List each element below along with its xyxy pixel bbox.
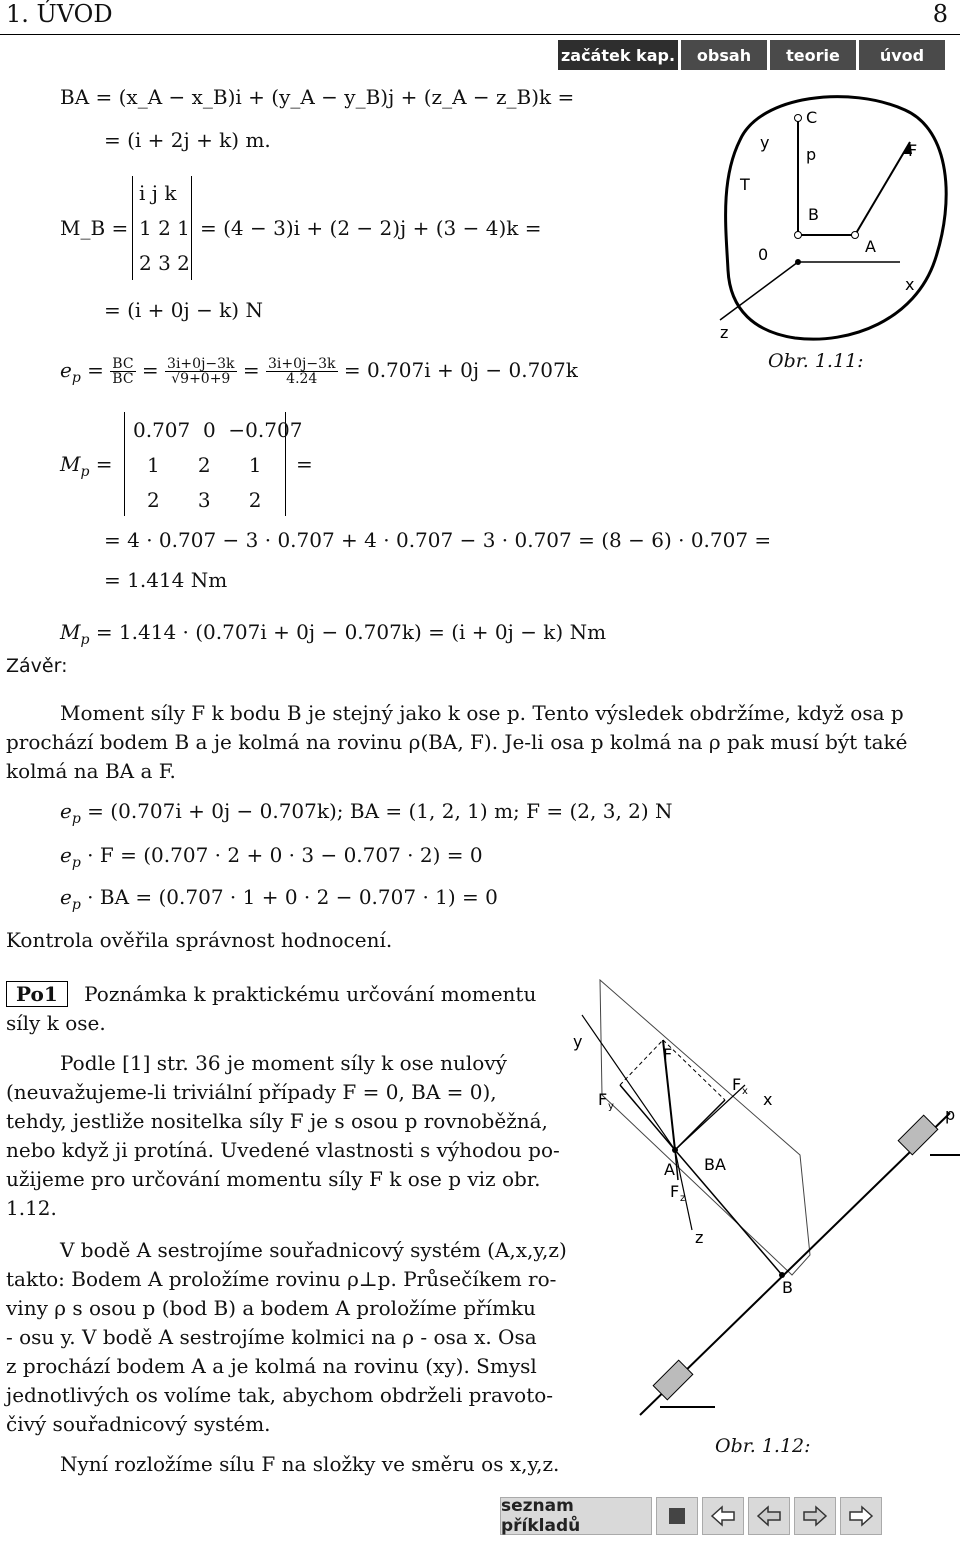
note-line: z prochází bodem A a je kolmá na rovinu (xy). Smysl: [6, 1354, 537, 1378]
fig111-label-p: p: [806, 145, 817, 164]
note-line: tehdy, jestliže nositelka síly F je s osou p rovnoběžná,: [6, 1109, 548, 1133]
examples-list-button[interactable]: seznam příkladů: [500, 1497, 652, 1535]
fig112-label-fy: F: [598, 1090, 608, 1109]
header-rule: [0, 34, 960, 35]
det-row: 1 2 1: [139, 216, 190, 240]
note-line: 1.12.: [6, 1196, 57, 1220]
fig112-y-axis: [582, 1015, 675, 1150]
construction-line: [663, 1040, 725, 1100]
line-ab: [675, 1150, 782, 1275]
forward-arrow-icon: [848, 1505, 874, 1527]
forward-icon[interactable]: [840, 1497, 882, 1535]
fig112-label-ba: BA: [704, 1155, 726, 1174]
chapter-start-button[interactable]: začátek kap.: [558, 40, 678, 70]
origin-point: [795, 259, 801, 265]
note-line: takto: Bodem A proložíme rovinu ρ⊥p. Průsečíkem ro-: [6, 1267, 557, 1291]
note-line: Podle [1] str. 36 je moment síly k ose nulový: [60, 1051, 507, 1075]
bottom-nav: [500, 1497, 882, 1535]
fig112-label-y: y: [573, 1032, 583, 1051]
ba-line2: = (i + 2j + k) m.: [104, 128, 271, 152]
note-line: jednotlivých os volíme tak, abychom obdrželi pravoto-: [6, 1383, 554, 1407]
note-line: nebo když ji protíná. Uvedené vlastnosti s výhodou po-: [6, 1138, 560, 1162]
fig112-label-x: x: [763, 1090, 773, 1109]
figure-1-11: [700, 80, 958, 350]
plane-rho: [600, 980, 810, 1275]
mp-determinant: [124, 412, 303, 516]
force-fy: [620, 1085, 675, 1150]
fig111-label-c: C: [806, 108, 818, 127]
fig112-sub-z: z: [680, 1193, 686, 1204]
force-vector: [855, 142, 910, 235]
note-line: (neuvažujeme-li triviální případy F = 0, BA = 0),: [6, 1080, 497, 1104]
point-b: [795, 232, 802, 239]
det-row: 1 2 1: [147, 453, 262, 477]
note-line: - osu y. V bodě A sestrojíme kolmici na ρ - osa x. Osa: [6, 1325, 537, 1349]
figure-1-12: [560, 975, 960, 1445]
fig112-label-f: F: [663, 1045, 673, 1064]
body-outline: [726, 97, 947, 340]
fig112-label-p: p: [945, 1105, 956, 1124]
conclusion-line: Moment síly F k bodu B je stejný jako k ose p. Tento výsledek obdržíme, když osa p: [60, 701, 904, 725]
note-title: Poznámka k praktickému určování momentu: [84, 982, 537, 1006]
fig111-caption: Obr. 1.11:: [768, 350, 864, 372]
det-row: 0.707 0 −0.707: [133, 418, 303, 442]
page-number: 8: [932, 0, 948, 28]
back-arrow-icon: [710, 1505, 736, 1527]
check-text: Kontrola ověřila správnost hodnocení.: [6, 928, 393, 952]
point-a: [852, 232, 859, 239]
theory-button[interactable]: teorie: [770, 40, 856, 70]
mb-rhs: = (4 − 3)i + (2 − 2)j + (3 − 4)k =: [200, 216, 542, 240]
ba-line1: BA = (x_A − x_B)i + (y_A − y_B)j + (z_A − z_B)k =: [60, 85, 575, 109]
note-title-cont: síly k ose.: [6, 1011, 106, 1035]
mp-line2: = 1.414 Nm: [104, 568, 228, 592]
fig111-label-a: A: [865, 237, 876, 256]
fig112-label-z: z: [695, 1228, 704, 1247]
fig112-label-fx: F: [732, 1075, 742, 1094]
conclusion-eq1: $e_p = (0.707i + 0j - 0.707k)$; BA = (1, 2, 1) m; F = (2, 3, 2) N: [60, 799, 673, 827]
left-arrow-icon: [756, 1505, 782, 1527]
force-fx: [675, 1100, 725, 1150]
conclusion-line: prochází bodem B a je kolmá na rovinu ρ(BA, F). Je-li osa p kolmá na ρ pak musí být také: [6, 730, 908, 754]
mb-lhs: M_B =: [60, 216, 129, 240]
stop-icon-shape: [669, 1508, 685, 1524]
fig112-sub-y: y: [608, 1101, 614, 1112]
stop-icon[interactable]: [656, 1497, 698, 1535]
ep-label: $e_p$ = $\frac{BC}{BC}$ = $\frac{3i+0j-3k}{√9+0+9}$ = $\frac{3i+0j-3k}{4.24}$ = 0.707i + 0j − 0.707k: [60, 356, 578, 387]
note-line: viny ρ s osou p (bod B) a bodem A proložíme přímku: [6, 1296, 536, 1320]
mp-vector-value: = 1.414 · (0.707i + 0j − 0.707k) = (i + 0j − k) Nm: [95, 620, 607, 644]
intro-button[interactable]: úvod: [859, 40, 945, 70]
top-nav: [558, 40, 945, 70]
section-title: 1. ÚVOD: [6, 0, 113, 28]
det-row: 2 3 2: [147, 488, 262, 512]
bearing-bottom: [653, 1360, 715, 1407]
fig111-label-t: T: [740, 175, 750, 194]
mp-vector: $M_p = 1.414 \cdot (0.707i + 0j - 0.707k) = (i + 0j - k)$ Nm: [60, 620, 607, 648]
conclusion-line: kolmá na BA a F.: [6, 759, 176, 783]
back-icon[interactable]: [702, 1497, 744, 1535]
eq3-value: BA = (0.707 · 1 + 0 · 2 − 0.707 · 1) = 0: [99, 885, 498, 909]
fig112-caption: Obr. 1.12:: [715, 1435, 811, 1457]
note-line: V bodě A sestrojíme souřadnicový systém (A,x,y,z): [60, 1238, 567, 1262]
fig112-label-a: A: [664, 1160, 675, 1179]
mb-determinant: [132, 176, 192, 280]
fig111-label-f: F: [908, 141, 918, 160]
prev-icon[interactable]: [748, 1497, 790, 1535]
right-arrow-icon: [802, 1505, 828, 1527]
next-icon[interactable]: [794, 1497, 836, 1535]
point-c: [795, 115, 802, 122]
contents-button[interactable]: obsah: [681, 40, 767, 70]
det-row: 2 3 2: [139, 251, 190, 275]
mb-result: = (i + 0j − k) N: [104, 298, 263, 322]
conclusion-eq2: $e_p \cdot F = (0.707 \cdot 2 + 0 \cdot 3 - 0.707 \cdot 2) = 0$: [60, 843, 483, 871]
fig111-label-z: z: [720, 323, 729, 342]
mp-lhs: $M_p$ =: [60, 452, 113, 480]
note-line: čivý souřadnicový systém.: [6, 1412, 271, 1436]
fig112-label-fz: F: [670, 1182, 680, 1201]
ep-result: = 0.707i + 0j − 0.707k: [343, 358, 578, 382]
note-line: užijeme pro určování momentu síly F k ose p viz obr.: [6, 1167, 541, 1191]
fig112-label-b: B: [782, 1278, 793, 1297]
fig112-point-a: [672, 1147, 678, 1153]
conclusion-label: Závěr:: [6, 655, 68, 677]
fig111-label-x: x: [905, 275, 915, 294]
fig111-label-b: B: [808, 205, 819, 224]
fig112-sub-x: x: [742, 1086, 748, 1097]
note-tag: Po1: [6, 981, 68, 1007]
eq2-value: F = (0.707 · 2 + 0 · 3 − 0.707 · 2) = 0: [99, 843, 483, 867]
fig111-label-y: y: [760, 133, 770, 152]
eq1-value: = (0.707i + 0j − 0.707k); BA = (1, 2, 1) m; F = (2, 3, 2) N: [87, 799, 673, 823]
mp-equals: =: [296, 452, 313, 476]
note-heading: [6, 980, 536, 1009]
construction-line: [620, 1040, 663, 1085]
fig111-label-zero: 0: [758, 245, 769, 264]
mp-line1: = 4 · 0.707 − 3 · 0.707 + 4 · 0.707 − 3 · 0.707 = (8 − 6) · 0.707 =: [104, 528, 772, 552]
conclusion-eq3: $e_p$ · BA = (0.707 · 1 + 0 · 2 − 0.707 · 1) = 0: [60, 885, 498, 913]
note-line: Nyní rozložíme sílu F na složky ve směru os x,y,z.: [60, 1452, 560, 1476]
det-row: i j k: [139, 181, 177, 205]
